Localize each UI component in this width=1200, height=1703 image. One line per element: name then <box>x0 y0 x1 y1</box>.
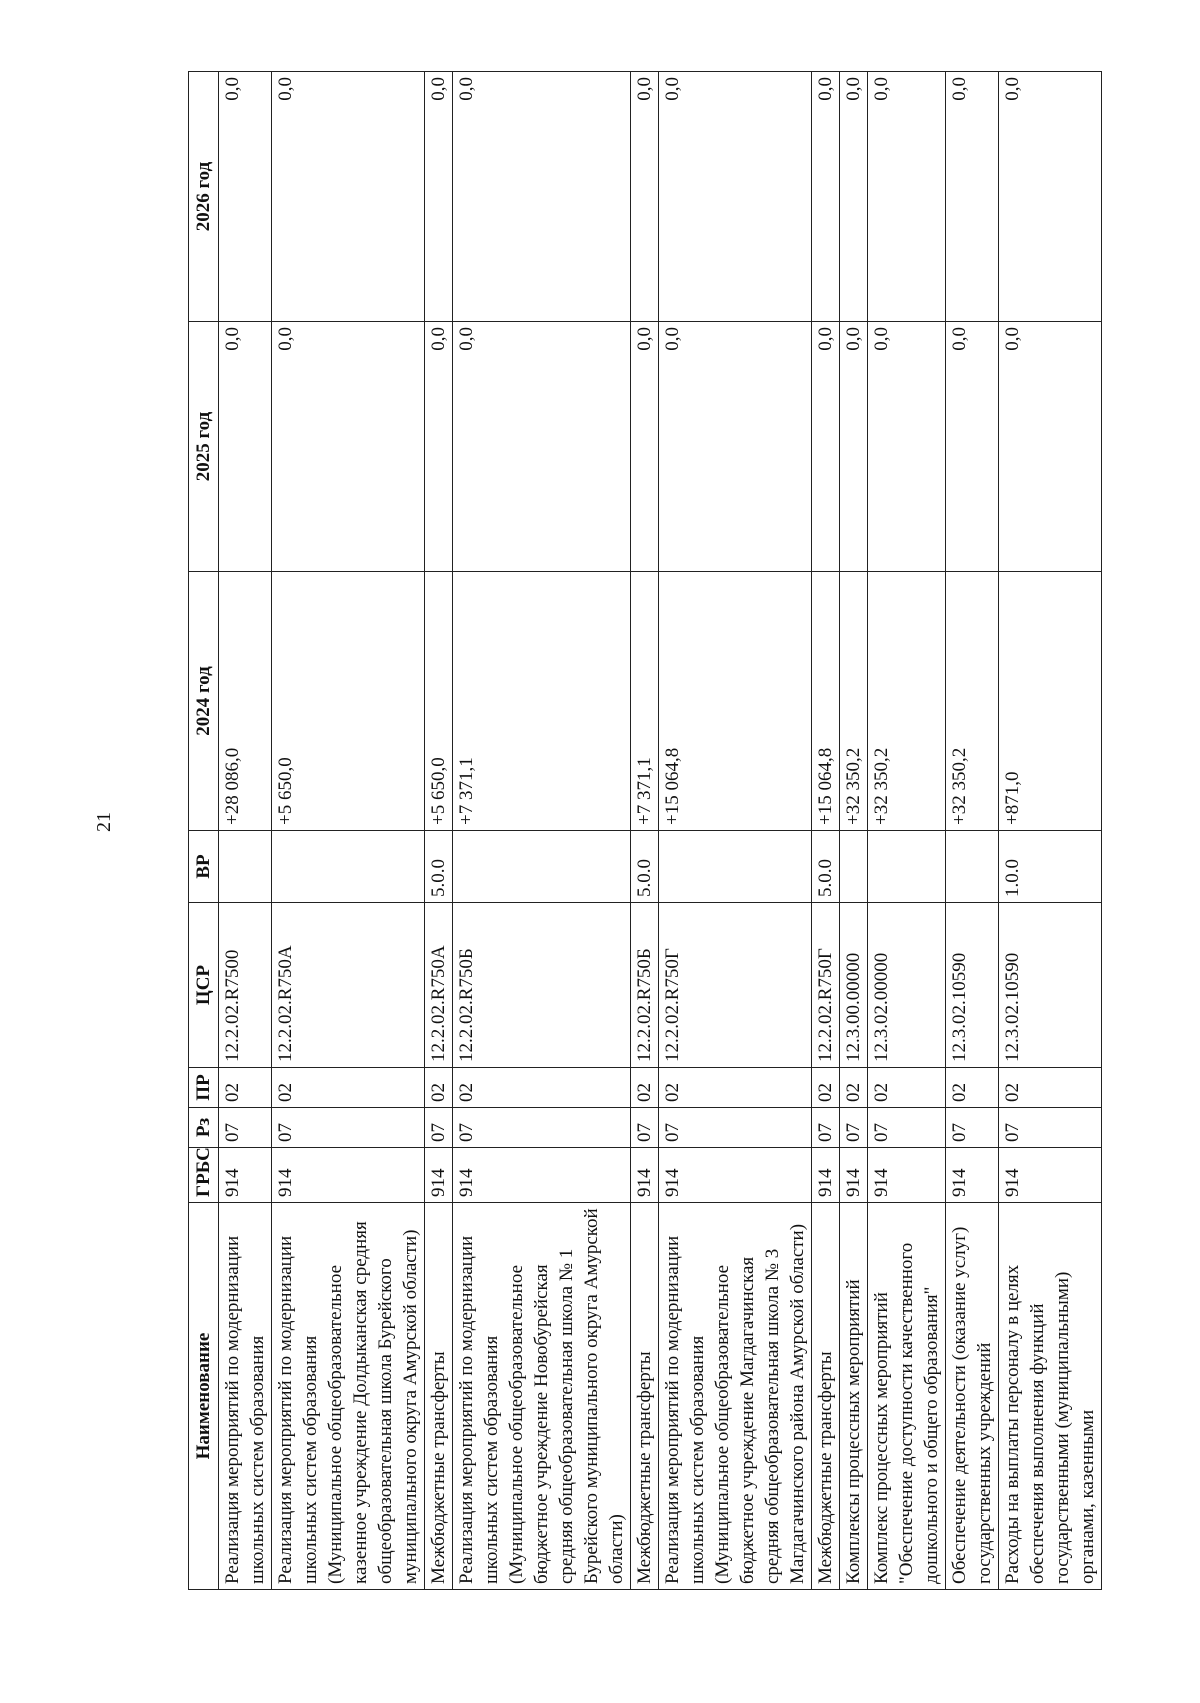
header-2025: 2025 год <box>189 322 219 572</box>
cell-grbs: 914 <box>812 1148 840 1203</box>
cell-2024: +32 350,2 <box>946 572 999 831</box>
cell-vr: 5.0.0 <box>425 831 453 903</box>
cell-csr: 12.2.02.R750Г <box>659 903 812 1068</box>
budget-table <box>188 71 1102 1590</box>
cell-rz: 07 <box>219 1108 272 1148</box>
cell-2025: 0,0 <box>659 322 812 572</box>
cell-2026: 0,0 <box>812 72 840 322</box>
cell-pr: 02 <box>659 1068 812 1108</box>
cell-pr: 02 <box>219 1068 272 1108</box>
cell-name: Реализация мероприятий по модернизации школьных систем образования (Муниципальное общеобразовательное казенное учреждение Долдыканская средняя общеобразовательная школа Бурейского муниципального округа Амурской области) <box>272 1203 425 1590</box>
cell-vr <box>453 831 631 903</box>
cell-2026: 0,0 <box>219 72 272 322</box>
cell-name: Реализация мероприятий по модернизации школьных систем образования (Муниципальное общеобразовательное бюджетное учреждение Магдагачинская средняя общеобразовательная школа № 3 Магдагачинского района Амурской области) <box>659 1203 812 1590</box>
cell-csr: 12.2.02.R750А <box>272 903 425 1068</box>
cell-grbs: 914 <box>868 1148 946 1203</box>
cell-pr: 02 <box>453 1068 631 1108</box>
cell-rz: 07 <box>999 1108 1102 1148</box>
cell-csr: 12.3.02.00000 <box>868 903 946 1068</box>
cell-2025: 0,0 <box>840 322 868 572</box>
cell-2026: 0,0 <box>631 72 659 322</box>
cell-pr: 02 <box>812 1068 840 1108</box>
cell-pr: 02 <box>946 1068 999 1108</box>
cell-name: Реализация мероприятий по модернизации школьных систем образования (Муниципальное общеобразовательное бюджетное учреждение Новобурейская средняя общеобразовательная школа № 1 Бурейского муниципального округа Амурской области) <box>453 1203 631 1590</box>
header-pr: ПР <box>189 1068 219 1108</box>
cell-2025: 0,0 <box>272 322 425 572</box>
cell-grbs: 914 <box>219 1148 272 1203</box>
header-rz: Рз <box>189 1108 219 1148</box>
cell-name: Расходы на выплаты персоналу в целях обеспечения выполнения функций государственными (муниципальными) органами, казенными <box>999 1203 1102 1590</box>
cell-2025: 0,0 <box>453 322 631 572</box>
cell-name: Межбюджетные трансферты <box>631 1203 659 1590</box>
cell-grbs: 914 <box>272 1148 425 1203</box>
cell-rz: 07 <box>272 1108 425 1148</box>
cell-2024: +7 371,1 <box>453 572 631 831</box>
cell-2024: +5 650,0 <box>425 572 453 831</box>
cell-name: Реализация мероприятий по модернизации школьных систем образования <box>219 1203 272 1590</box>
cell-rz: 07 <box>425 1108 453 1148</box>
cell-2025: 0,0 <box>425 322 453 572</box>
cell-csr: 12.3.02.10590 <box>946 903 999 1068</box>
cell-2026: 0,0 <box>999 72 1102 322</box>
table-row <box>631 72 659 1590</box>
cell-2024: +28 086,0 <box>219 572 272 831</box>
header-name: Наименование <box>189 1203 219 1590</box>
table-row <box>659 72 812 1590</box>
cell-grbs: 914 <box>840 1148 868 1203</box>
cell-rz: 07 <box>631 1108 659 1148</box>
cell-csr: 12.2.02.R750Б <box>453 903 631 1068</box>
cell-pr: 02 <box>999 1068 1102 1108</box>
cell-grbs: 914 <box>999 1148 1102 1203</box>
cell-rz: 07 <box>868 1108 946 1148</box>
cell-vr <box>946 831 999 903</box>
cell-rz: 07 <box>840 1108 868 1148</box>
cell-name: Межбюджетные трансферты <box>812 1203 840 1590</box>
cell-2024: +15 064,8 <box>812 572 840 831</box>
table-row <box>272 72 425 1590</box>
cell-2024: +7 371,1 <box>631 572 659 831</box>
cell-2025: 0,0 <box>868 322 946 572</box>
cell-name: Комплекс процессных мероприятий "Обеспечение доступности качественного дошкольного и общего образования" <box>868 1203 946 1590</box>
cell-pr: 02 <box>868 1068 946 1108</box>
cell-pr: 02 <box>840 1068 868 1108</box>
cell-vr <box>659 831 812 903</box>
table-row <box>219 72 272 1590</box>
cell-2025: 0,0 <box>812 322 840 572</box>
cell-pr: 02 <box>272 1068 425 1108</box>
cell-rz: 07 <box>659 1108 812 1148</box>
table-row <box>453 72 631 1590</box>
cell-2024: +15 064,8 <box>659 572 812 831</box>
header-csr: ЦСР <box>189 903 219 1068</box>
cell-vr: 5.0.0 <box>631 831 659 903</box>
table-header-row <box>189 72 219 1590</box>
table-row <box>999 72 1102 1590</box>
cell-name: Межбюджетные трансферты <box>425 1203 453 1590</box>
cell-csr: 12.3.02.10590 <box>999 903 1102 1068</box>
cell-2024: +871,0 <box>999 572 1102 831</box>
cell-vr <box>840 831 868 903</box>
table-row <box>425 72 453 1590</box>
cell-2026: 0,0 <box>453 72 631 322</box>
cell-csr: 12.2.02.R750А <box>425 903 453 1068</box>
cell-2026: 0,0 <box>272 72 425 322</box>
cell-2026: 0,0 <box>946 72 999 322</box>
cell-2024: +32 350,2 <box>868 572 946 831</box>
cell-csr: 12.2.02.R750Б <box>631 903 659 1068</box>
cell-rz: 07 <box>812 1108 840 1148</box>
cell-csr: 12.2.02.R7500 <box>219 903 272 1068</box>
cell-2026: 0,0 <box>868 72 946 322</box>
cell-name: Обеспечение деятельности (оказание услуг) государственных учреждений <box>946 1203 999 1590</box>
cell-2024: +5 650,0 <box>272 572 425 831</box>
cell-2025: 0,0 <box>219 322 272 572</box>
header-2026: 2026 год <box>189 72 219 322</box>
cell-grbs: 914 <box>631 1148 659 1203</box>
cell-2025: 0,0 <box>946 322 999 572</box>
cell-grbs: 914 <box>453 1148 631 1203</box>
header-vr: ВР <box>189 831 219 903</box>
cell-grbs: 914 <box>659 1148 812 1203</box>
table-row <box>812 72 840 1590</box>
cell-rz: 07 <box>946 1108 999 1148</box>
cell-grbs: 914 <box>425 1148 453 1203</box>
cell-2024: +32 350,2 <box>840 572 868 831</box>
header-grbs: ГРБС <box>189 1148 219 1203</box>
header-2024: 2024 год <box>189 572 219 831</box>
budget-table-container <box>188 72 1098 1590</box>
table-row <box>946 72 999 1590</box>
cell-pr: 02 <box>425 1068 453 1108</box>
cell-2026: 0,0 <box>659 72 812 322</box>
cell-2026: 0,0 <box>425 72 453 322</box>
cell-vr <box>219 831 272 903</box>
table-row <box>840 72 868 1590</box>
cell-2025: 0,0 <box>999 322 1102 572</box>
cell-rz: 07 <box>453 1108 631 1148</box>
page-number: 21 <box>93 812 115 832</box>
cell-vr: 5.0.0 <box>812 831 840 903</box>
cell-pr: 02 <box>631 1068 659 1108</box>
cell-2025: 0,0 <box>631 322 659 572</box>
cell-2026: 0,0 <box>840 72 868 322</box>
cell-vr <box>272 831 425 903</box>
cell-csr: 12.2.02.R750Г <box>812 903 840 1068</box>
table-row <box>868 72 946 1590</box>
cell-csr: 12.3.00.00000 <box>840 903 868 1068</box>
cell-name: Комплексы процессных мероприятий <box>840 1203 868 1590</box>
cell-vr <box>868 831 946 903</box>
cell-vr: 1.0.0 <box>999 831 1102 903</box>
cell-grbs: 914 <box>946 1148 999 1203</box>
